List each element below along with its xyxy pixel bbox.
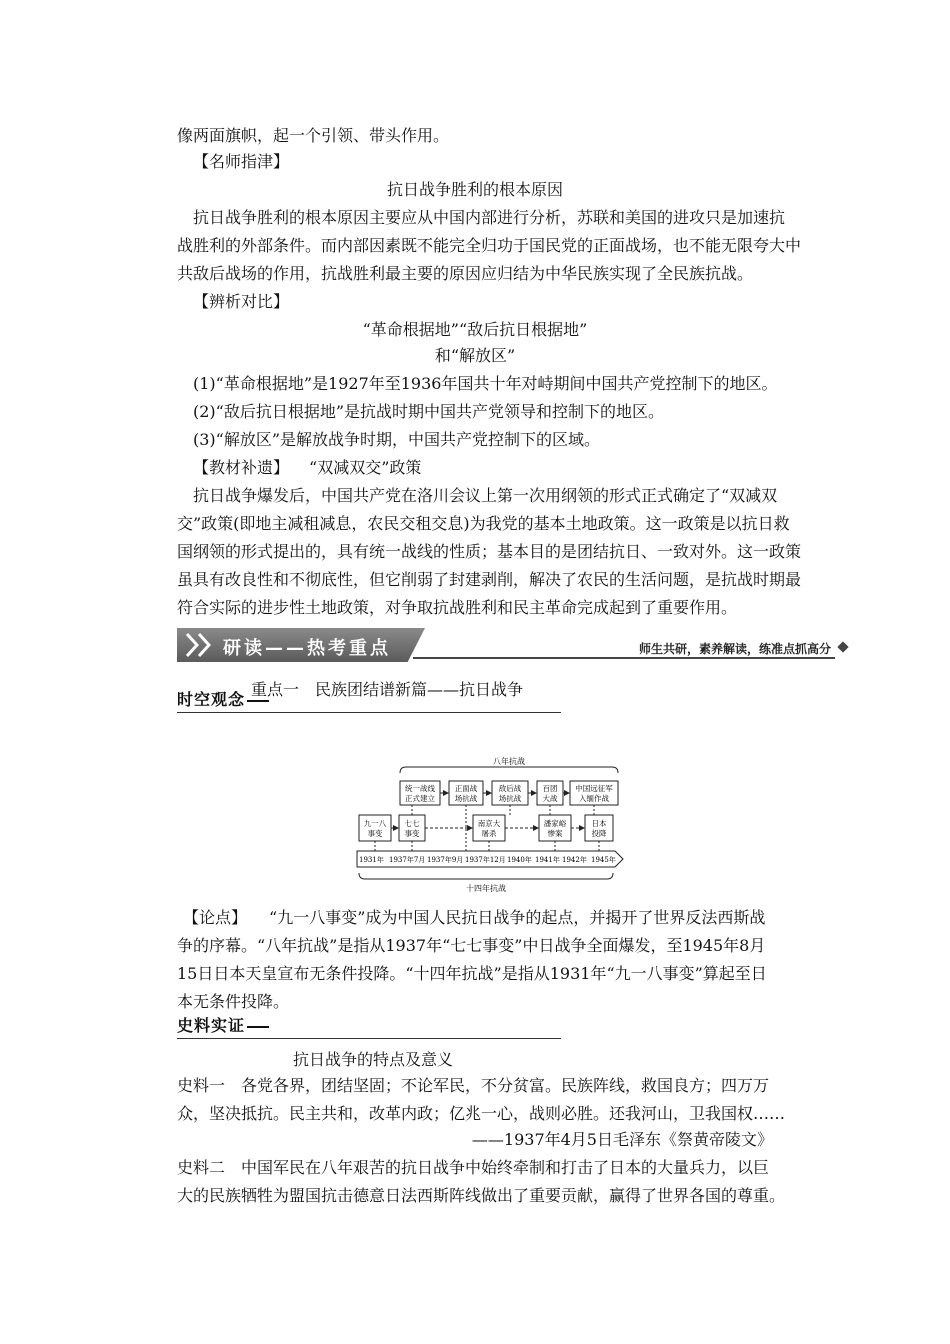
jiaocai-topic: “双减双交”政策: [309, 458, 422, 477]
fourteen-year-brace: [359, 873, 613, 879]
paragraph-line: 共敌后战场的作用，抗战胜利最主要的原因应归结为中华民族实现了全民族抗战。: [177, 264, 754, 283]
svg-text:投降: 投降: [591, 829, 607, 838]
year-label: 1945年: [591, 856, 616, 864]
banner-slogan: 师生共研，素养解读，练准点抓高分: [638, 642, 831, 656]
paragraph-line: 15日日本天皇宣布无条件投降。“十四年抗战”是指从1931年“九一八事变”算起至日: [177, 964, 767, 983]
svg-text:场抗战: 场抗战: [498, 794, 522, 803]
svg-text:屠杀: 屠杀: [481, 829, 497, 838]
shikong-heading: [177, 688, 561, 713]
material-two-first-line: [177, 1158, 773, 1178]
upper-box: [537, 781, 563, 805]
svg-text:正面战: 正面战: [454, 784, 478, 793]
bianxi-title-2: 和“解放区”: [434, 346, 516, 365]
svg-text:入缅作战: 入缅作战: [579, 794, 609, 803]
paragraph-line: 国纲领的形式提出的，具有统一战线的性质；基本目的是团结抗日、一致对外。这一政策: [177, 542, 802, 561]
year-label: 1937年12月: [465, 856, 506, 864]
bianxi-label: 【辨析对比】: [193, 292, 290, 311]
svg-text:日本: 日本: [591, 819, 607, 828]
svg-text:大战: 大战: [542, 794, 558, 803]
shiliao-heading-text: 史料实证: [177, 1013, 269, 1036]
paragraph-line: 符合实际的进步性土地政策，对争取抗战胜利和民主革命完成起到了重要作用。: [177, 598, 738, 617]
svg-text:七七: 七七: [404, 819, 420, 828]
lower-box: [399, 815, 425, 841]
material-one-first-line: [177, 1076, 773, 1096]
eight-year-brace: [400, 767, 618, 773]
year-label: 1941年: [535, 856, 560, 864]
paragraph-line: “九一八事变”成为中国人民抗日战争的起点，并揭开了世界反法西斯战: [269, 908, 766, 927]
svg-text:敌后战: 敌后战: [498, 784, 522, 793]
svg-text:百团: 百团: [542, 784, 558, 793]
paragraph-line: 像两面旗帜，起一个引领、带头作用。: [177, 126, 450, 145]
timeline-diagram: [355, 755, 627, 900]
banner-title: 研读——热考重点: [223, 638, 391, 659]
jiaocai-heading: [193, 458, 789, 478]
paragraph-line: 虽具有改良性和不彻底性，但它削弱了封建剥削，解决了农民的生活问题，是抗战时期最: [177, 570, 802, 589]
bianxi-item: (1)“革命根据地”是1927年至1936年国共十年对峙期间中国共产党控制下的地区。: [193, 374, 778, 393]
paragraph-line: 抗日战争胜利的根本原因主要应从中国内部进行分析，苏联和美国的进攻只是加速抗: [193, 208, 786, 227]
bianxi-title-1: “革命根据地”“敌后抗日根据地”: [362, 320, 588, 339]
material-one-label: 史料一: [177, 1076, 226, 1095]
svg-text:统一战线: 统一战线: [405, 784, 435, 793]
paragraph-line: 中国军民在八年艰苦的抗日战争中始终牵制和打击了日本的大量兵力，以巨: [241, 1158, 770, 1177]
lower-box: [473, 815, 505, 841]
year-label: 1937年7月: [389, 856, 426, 864]
svg-text:惨案: 惨案: [547, 829, 563, 838]
paragraph-line: 各党各界，团结坚固；不论军民，不分贫富。民族阵线，救国良方；四万万: [241, 1076, 770, 1095]
shikong-heading-text: 时空观念: [177, 687, 269, 710]
lower-box: [585, 815, 613, 841]
upper-box: [449, 781, 483, 805]
lower-box: [539, 815, 571, 841]
paragraph-line: 大的民族牺牲为盟国抗击德意日法西斯阵线做出了重要贡献，赢得了世界各国的尊重。: [177, 1186, 786, 1205]
bianxi-item: (2)“敌后抗日根据地”是抗战时期中国共产党领导和控制下的地区。: [193, 402, 665, 421]
year-label: 1931年: [359, 856, 384, 864]
paragraph-line: 争的序幕。“八年抗战”是指从1937年“七七事变”中日战争全面爆发，至1945年8月: [177, 936, 766, 955]
paragraph-line: 抗日战争爆发后，中国共产党在洛川会议上第一次用纲领的形式正式确定了“双减双: [193, 486, 778, 505]
paragraph-line: 交”政策(即地主减租减息，农民交租交息)为我党的基本土地政策。这一政策是以抗日救: [177, 514, 790, 533]
mingshi-label: 【名师指津】: [193, 152, 290, 171]
paragraph-line: 本无条件投降。: [177, 992, 290, 1011]
paragraph-line: 众，坚决抵抗。民主共和，改革内政；亿兆一心，战则必胜。还我河山，卫我国权……: [177, 1104, 786, 1123]
diamond-icon: [837, 641, 848, 652]
lundian-first-line: [183, 908, 779, 928]
shiliao-title: 抗日战争的特点及意义: [293, 1050, 454, 1069]
paragraph-line: 战胜利的外部条件。而内部因素既不能完全归功于国民党的正面战场，也不能无限夸大中: [177, 236, 802, 255]
zhongdian-title: 重点一 民族团结谱新篇——抗日战争: [250, 680, 523, 699]
svg-text:正式建立: 正式建立: [405, 794, 435, 803]
lower-box: [359, 815, 391, 841]
svg-text:场抗战: 场抗战: [454, 794, 478, 803]
upper-box: [492, 781, 528, 805]
svg-text:事变: 事变: [404, 829, 420, 838]
shiliao-heading: [177, 1014, 561, 1039]
fourteen-year-label: 十四年抗战: [466, 884, 506, 893]
svg-text:九一八: 九一八: [363, 819, 387, 828]
material-one-source: ——1937年4月5日毛泽东《祭黄帝陵文》: [471, 1130, 773, 1149]
section-banner: [177, 628, 849, 662]
eight-year-label: 八年抗战: [493, 757, 525, 766]
lundian-label: 【论点】: [183, 908, 248, 927]
jiaocai-label: 【教材补遗】: [193, 458, 290, 477]
banner-rule: [413, 657, 835, 659]
chevron-right-icon: [197, 632, 211, 658]
material-two-label: 史料二: [177, 1158, 226, 1177]
year-label: 1937年9月: [427, 856, 464, 864]
svg-text:事变: 事变: [367, 829, 383, 838]
mingshi-title: 抗日战争胜利的根本原因: [386, 180, 563, 199]
svg-text:潘家峪: 潘家峪: [543, 819, 567, 828]
upper-box: [570, 781, 618, 805]
svg-text:南京大: 南京大: [477, 819, 501, 828]
year-label: 1942年: [562, 856, 587, 864]
bianxi-item: (3)“解放区”是解放战争时期，中国共产党控制下的区域。: [193, 430, 601, 449]
year-label: 1940年: [507, 856, 532, 864]
svg-text:中国远征军: 中国远征军: [575, 784, 613, 793]
upper-box: [400, 781, 440, 805]
